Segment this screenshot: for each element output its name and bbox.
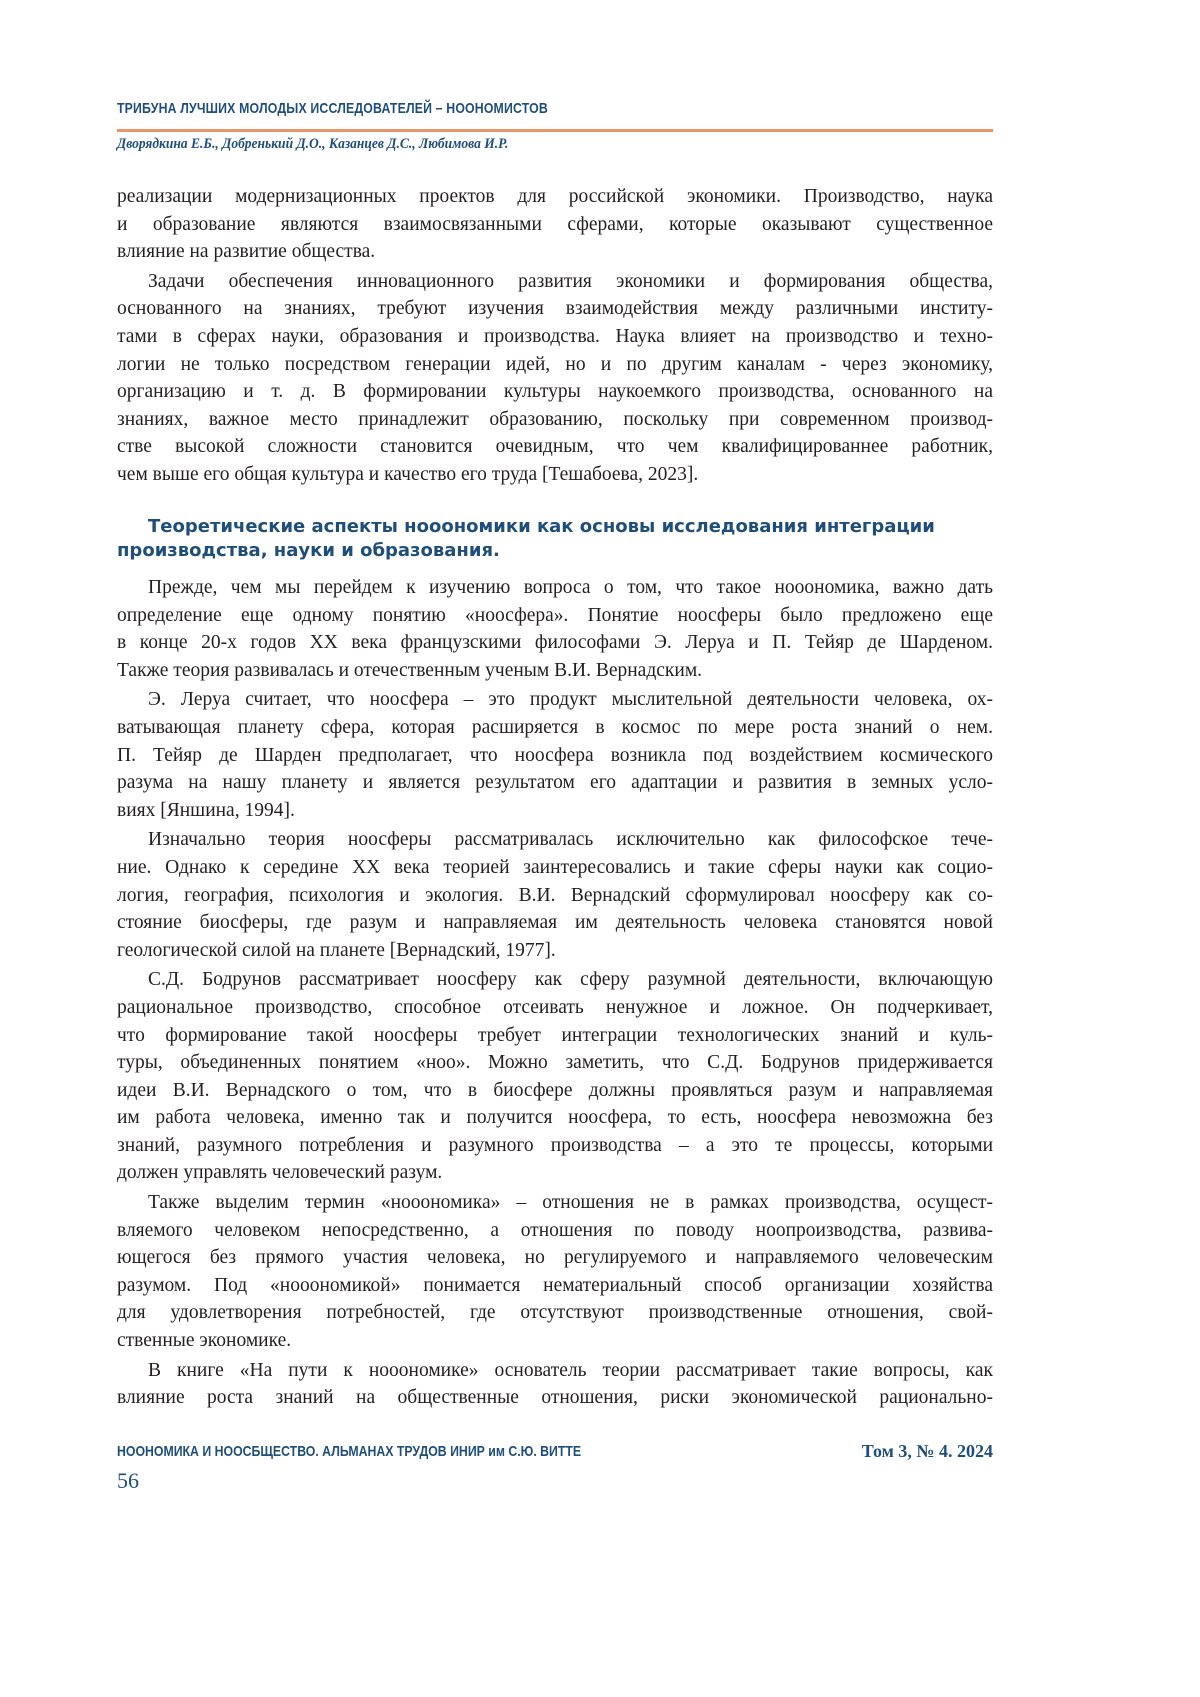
- text-line: ющегося без прямого участия человека, но регулируемого и направляемого человеческим: [117, 1244, 993, 1272]
- paragraph: [117, 183, 993, 266]
- text-line: и образование являются взаимосвязанными сферами, которые оказывают существенное: [117, 211, 993, 239]
- text-line: геологической силой на планете [Вернадский, 1977].: [117, 937, 993, 965]
- running-authors: Дворядкина Е.Б., Добренький Д.О., Казанцев Д.С., Любимова И.Р.: [117, 136, 508, 153]
- text-line: чем выше его общая культура и качество его труда [Тешабоева, 2023].: [117, 461, 993, 489]
- paragraph: [117, 268, 993, 489]
- text-line: Э. Леруа считает, что ноосфера – это продукт мыслительной деятельности человека, ох-: [117, 686, 993, 714]
- paragraph: [117, 826, 993, 964]
- text-line: Прежде, чем мы перейдем к изучению вопроса о том, что такое нооономика, важно дать: [117, 574, 993, 602]
- paragraph: [117, 574, 993, 684]
- text-line: рациональное производство, способное отсеивать ненужное и ложное. Он подчеркивает,: [117, 994, 993, 1022]
- text-line: С.Д. Бодрунов рассматривает ноосферу как сферу разумной деятельности, включающую: [117, 966, 993, 994]
- text-line: туры, объединенных понятием «ноо». Можно заметить, что С.Д. Бодрунов придерживается: [117, 1049, 993, 1077]
- text-line: В книге «На пути к нооономике» основатель теории рассматривает такие вопросы, как: [117, 1357, 993, 1385]
- paragraph: [117, 1357, 993, 1412]
- footer-issue: Том 3, № 4. 2024: [862, 1441, 993, 1462]
- running-section-title: ТРИБУНА ЛУЧШИХ МОЛОДЫХ ИССЛЕДОВАТЕЛЕЙ – НООНОМИСТОВ: [117, 100, 548, 117]
- section-heading: [117, 515, 993, 563]
- text-line: определение еще одному понятию «ноосфера». Понятие ноосферы было предложено еще: [117, 602, 993, 630]
- text-line: Также теория развивалась и отечественным ученым В.И. Вернадским.: [117, 657, 993, 685]
- text-line: знаниях, важное место принадлежит образованию, поскольку при современном производ-: [117, 406, 993, 434]
- text-line: логия, география, психология и экология. В.И. Вернадский сформулировал ноосферу как со-: [117, 882, 993, 910]
- text-line: реализации модернизационных проектов для российской экономики. Производство, наука: [117, 183, 993, 211]
- text-line: должен управлять человеческий разум.: [117, 1159, 993, 1187]
- footer-journal-title: НООНОМИКА И НООСБЩЕСТВО. АЛЬМАНАХ ТРУДОВ ИНИР им С.Ю. ВИТТЕ: [117, 1443, 581, 1460]
- text-line: в конце 20-х годов XX века французскими философами Э. Леруа и П. Тейяр де Шарденом.: [117, 629, 993, 657]
- header-divider: [117, 129, 993, 132]
- text-line: идеи В.И. Вернадского о том, что в биосфере должны проявляться разум и направляемая: [117, 1077, 993, 1105]
- text-line: логии не только посредством генерации идей, но и по другим каналам - через экономику,: [117, 351, 993, 379]
- text-line: влияние роста знаний на общественные отношения, риски экономической рационально-: [117, 1384, 993, 1412]
- text-line: разумом. Под «нооономикой» понимается нематериальный способ организации хозяйства: [117, 1272, 993, 1300]
- text-line: Также выделим термин «нооономика» – отношения не в рамках производства, осущест-: [117, 1189, 993, 1217]
- text-line: Задачи обеспечения инновационного развития экономики и формирования общества,: [117, 268, 993, 296]
- body-text-top: [117, 183, 993, 489]
- text-line: ватывающая планету сфера, которая расширяется в космос по мере роста знаний о нем.: [117, 714, 993, 742]
- text-line: ние. Однако к середине XX века теорией заинтересовались и такие сферы науки как социо-: [117, 854, 993, 882]
- text-line: тами в сферах науки, образования и производства. Наука влияет на производство и техно-: [117, 323, 993, 351]
- page-number: 56: [117, 1468, 139, 1494]
- text-line: вляемого человеком непосредственно, а отношения по поводу ноопроизводства, развива-: [117, 1217, 993, 1245]
- text-line: им работа человека, именно так и получится ноосфера, то есть, ноосфера невозможна без: [117, 1104, 993, 1132]
- paragraph: [117, 1189, 993, 1355]
- text-line: стве высокой сложности становится очевидным, что чем квалифицированнее работник,: [117, 433, 993, 461]
- text-line: для удовлетворения потребностей, где отсутствуют производственные отношения, свой-: [117, 1299, 993, 1327]
- text-line: ственные экономике.: [117, 1327, 993, 1355]
- text-line: влияние на развитие общества.: [117, 238, 993, 266]
- text-line: разума на нашу планету и является результатом его адаптации и развития в земных усло-: [117, 769, 993, 797]
- text-line: П. Тейяр де Шарден предполагает, что ноосфера возникла под воздействием космического: [117, 742, 993, 770]
- text-line: организацию и т. д. В формировании культуры наукоемкого производства, основанного на: [117, 378, 993, 406]
- text-line: Изначально теория ноосферы рассматривалась исключительно как философское тече-: [117, 826, 993, 854]
- text-line: основанного на знаниях, требуют изучения взаимодействия между различными институ-: [117, 295, 993, 323]
- paragraph: [117, 686, 993, 824]
- text-line: стояние биосферы, где разум и направляемая им деятельность человека становятся новой: [117, 909, 993, 937]
- body-text-main: [117, 574, 993, 1412]
- paragraph: [117, 966, 993, 1187]
- section-heading-line: Теоретические аспекты нооономики как основы исследования интеграции: [117, 515, 993, 539]
- section-heading-line: производства, науки и образования.: [117, 539, 993, 563]
- text-line: что формирование такой ноосферы требует интеграции технологических знаний и куль-: [117, 1022, 993, 1050]
- text-line: знаний, разумного потребления и разумного производства – а это те процессы, которыми: [117, 1132, 993, 1160]
- text-line: виях [Яншина, 1994].: [117, 797, 993, 825]
